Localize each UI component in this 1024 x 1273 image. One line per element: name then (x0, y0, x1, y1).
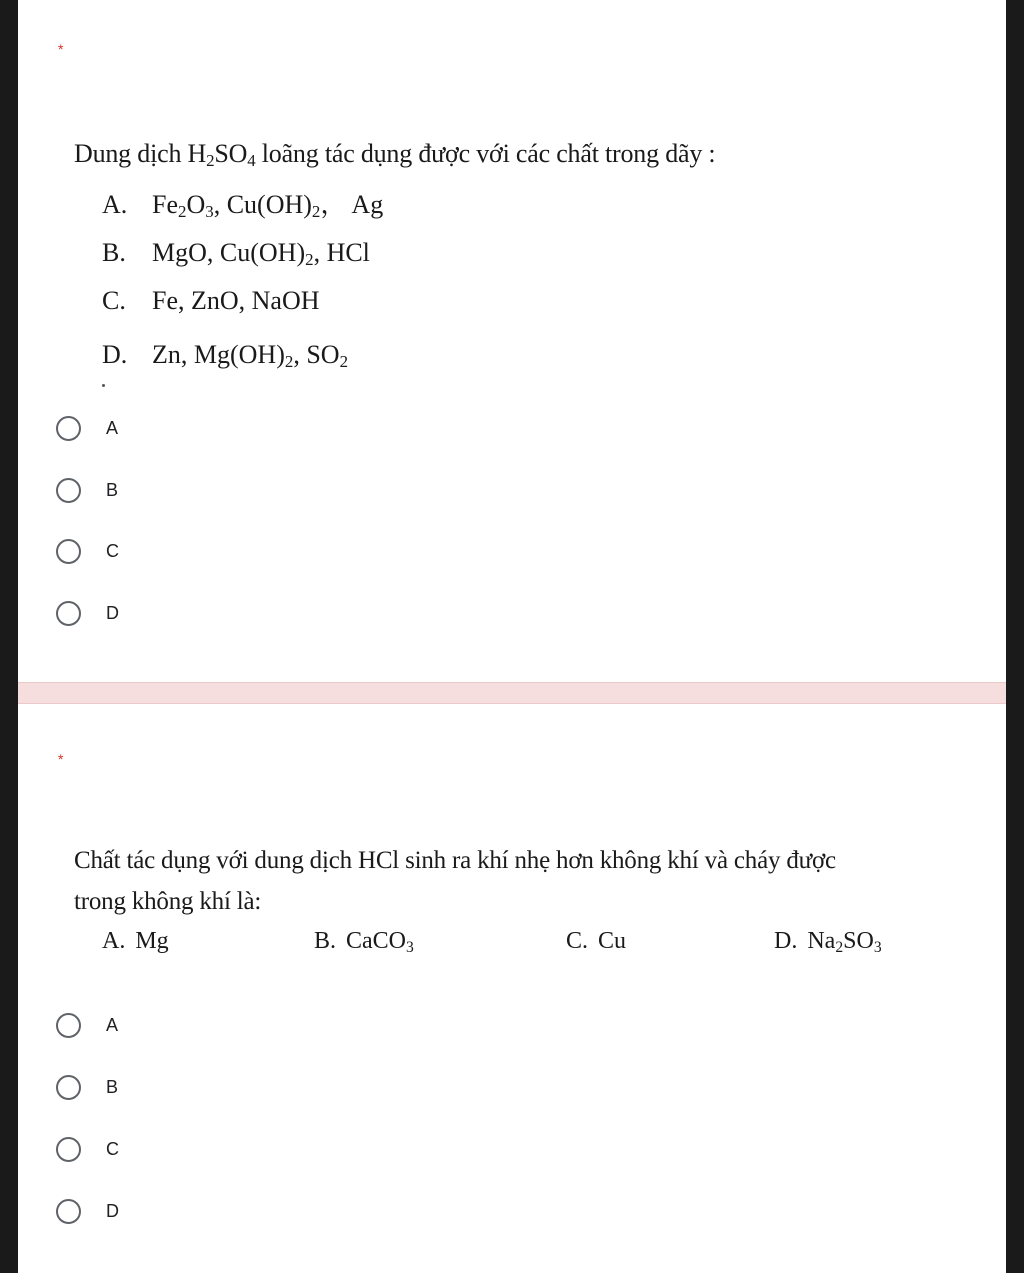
question-card-1 (18, 0, 1006, 682)
radio-label: C (106, 540, 119, 561)
radio-circle[interactable] (56, 601, 81, 626)
required-asterisk: * (58, 751, 64, 767)
question-2-option-d: D. $Na_2SO_3$ (774, 928, 882, 956)
radio-label: D (106, 1200, 119, 1221)
q2-radio-b[interactable] (56, 1072, 118, 1102)
q1-radio-b[interactable] (56, 475, 118, 505)
radio-label: D (106, 602, 119, 623)
question-1-text: Dung dịch $H_2SO_4$ loãng tác dụng được với các chất trong dãy : (74, 139, 716, 171)
question-1-option-c: C. Fe, ZnO, NaOH (102, 286, 320, 315)
required-asterisk: * (58, 41, 64, 57)
question-1-option-b: B. MgO, $Cu(OH)_2$, HCl (102, 238, 370, 270)
radio-circle[interactable] (56, 1013, 81, 1038)
q1-radio-c[interactable] (56, 536, 119, 566)
stray-dot (102, 384, 105, 387)
radio-label: A (106, 417, 119, 438)
radio-circle[interactable] (56, 1075, 81, 1100)
q1-radio-d[interactable] (56, 598, 119, 628)
q2-radio-a[interactable] (56, 1010, 118, 1040)
q2-radio-c[interactable] (56, 1134, 119, 1164)
radio-label: C (106, 1138, 119, 1159)
q2-radio-d[interactable] (56, 1196, 119, 1226)
question-2-option-c: C. Cu (566, 928, 627, 954)
radio-circle[interactable] (56, 1137, 81, 1162)
radio-label: B (106, 1076, 119, 1097)
question-2-option-b: B. CaCO$_3$ (314, 928, 414, 956)
radio-circle[interactable] (56, 539, 81, 564)
question-1-option-d: D. Zn, $Mg(OH)_2$, $SO_2$ (102, 340, 349, 372)
radio-circle[interactable] (56, 478, 81, 503)
q1-radio-a[interactable] (56, 413, 118, 443)
radio-label: A (106, 1014, 119, 1035)
question-2-text: Chất tác dụng với dung dịch HCl sinh ra khí nhẹ hơn không khí và cháy được trong không khí là: (74, 847, 836, 915)
section-divider (18, 682, 1006, 704)
radio-circle[interactable] (56, 1199, 81, 1224)
question-1-option-a: A. $Fe_2O_3$, $Cu(OH)_2$， Ag (102, 190, 384, 222)
question-2-option-a: A. Mg (102, 928, 169, 954)
question-card-2 (18, 704, 1006, 1273)
radio-circle[interactable] (56, 416, 81, 441)
radio-label: B (106, 479, 119, 500)
